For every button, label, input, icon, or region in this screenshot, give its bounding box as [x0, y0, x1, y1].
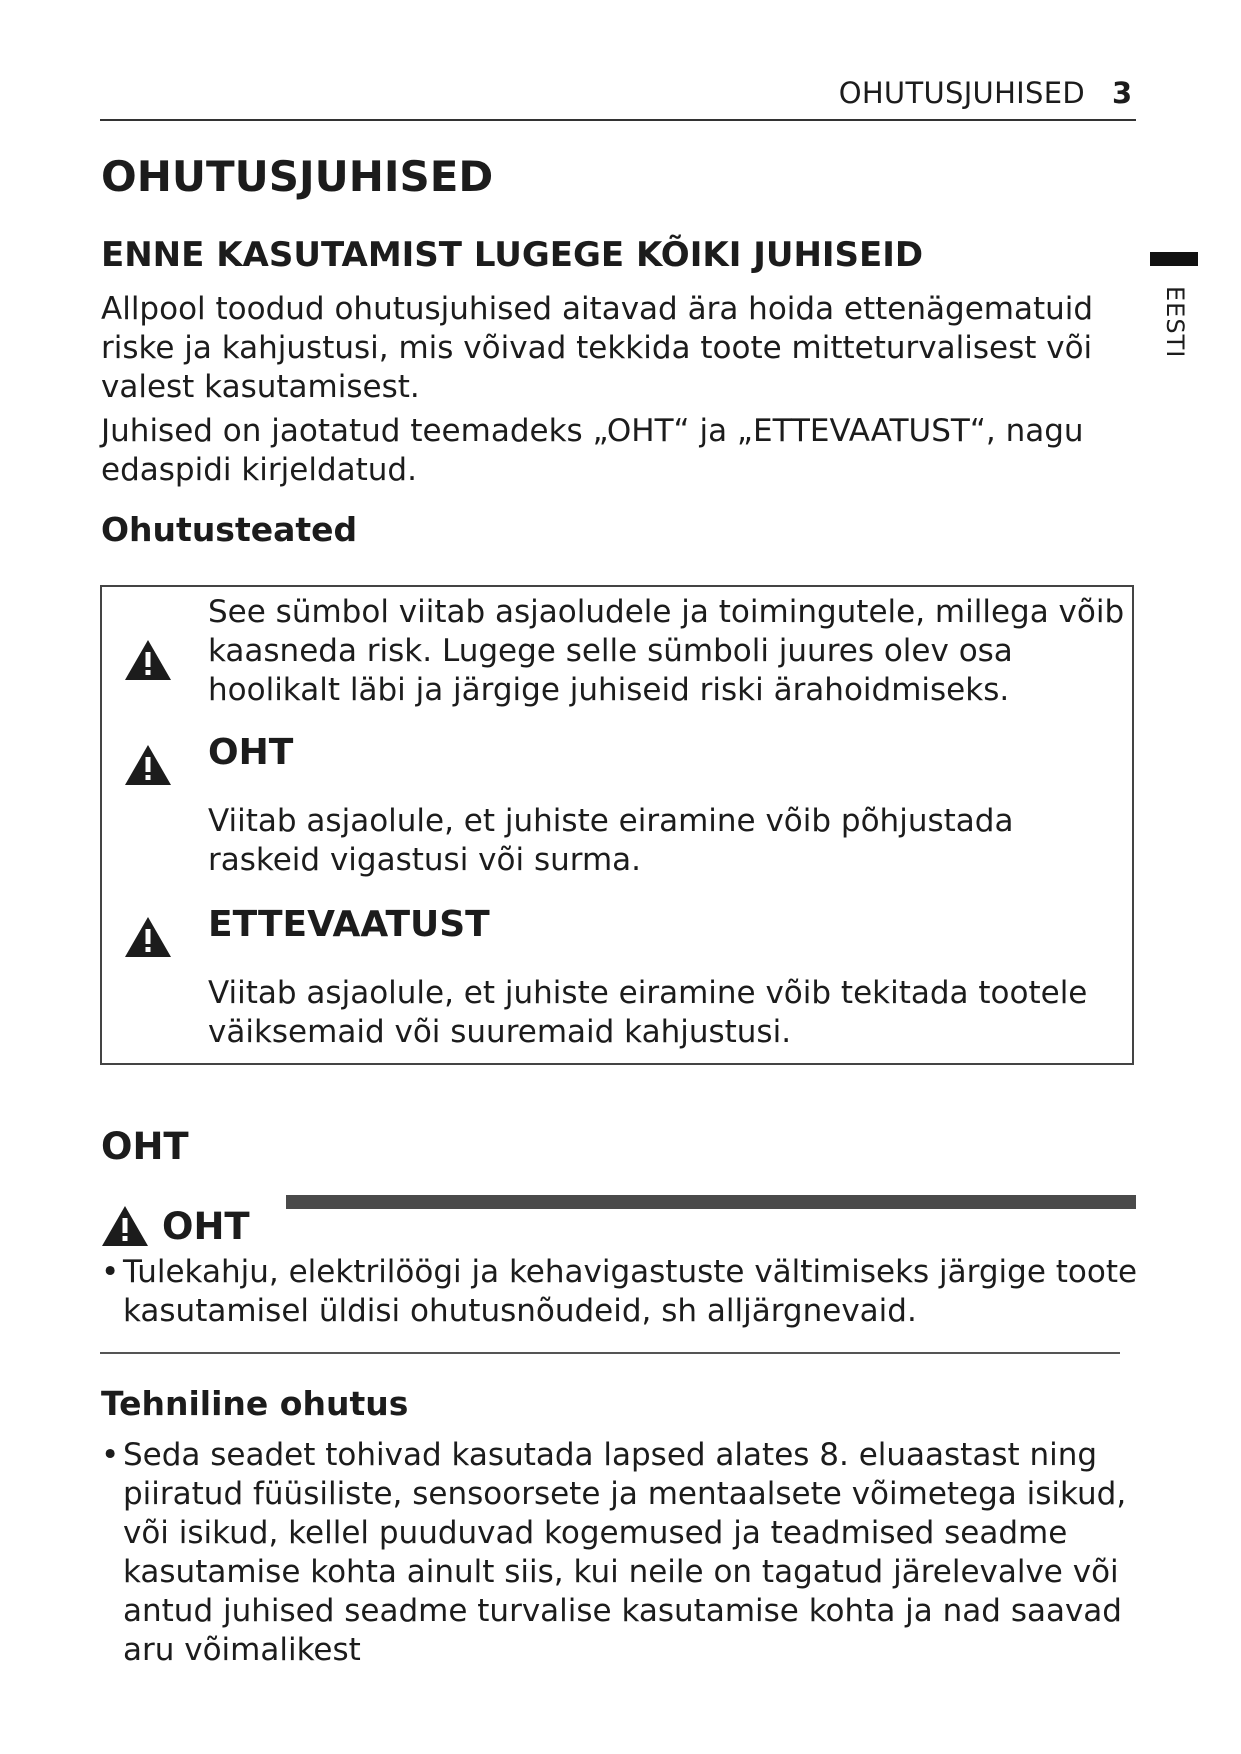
- intro-paragraph-1: Allpool toodud ohutusjuhised aitavad ära hoida ettenägematuid riske ja kahjustusi, mis võivad tekkida toote mitteturvalisest või valest kasutamisest.: [101, 291, 1094, 405]
- danger-banner-warning-icon: [100, 1204, 150, 1248]
- language-tab-label: EESTI: [1161, 286, 1189, 359]
- danger-banner-bar: [286, 1195, 1136, 1209]
- header-divider: [100, 119, 1136, 121]
- danger-section-heading: OHT: [101, 1125, 189, 1168]
- section-subtitle: ENNE KASUTAMIST LUGEGE KÕIKI JUHISEID: [101, 235, 924, 275]
- danger-bullet-text: Tulekahju, elektrilöögi ja kehavigastuste vältimiseks järgige toote kasutamisel üldisi ohutusnõudeid, sh alljärgnevaid.: [123, 1254, 1138, 1329]
- danger-banner-label: OHT: [162, 1205, 250, 1248]
- header-section-title: OHUTUSJUHISED: [838, 76, 1085, 110]
- technical-heading: Tehniline ohutus: [101, 1384, 409, 1423]
- caution-description: Viitab asjaolule, et juhiste eiramine võib tekitada tootele väiksemaid või suuremaid kahjustusi.: [208, 975, 1088, 1050]
- intro-paragraph-2: Juhised on jaotatud teemadeks „OHT“ ja „ETTEVAATUST“, nagu edaspidi kirjeldatud.: [101, 413, 1084, 488]
- language-tab-marker: [1150, 252, 1198, 266]
- caution-label: ETTEVAATUST: [208, 904, 490, 945]
- warning-triangle-icon: [123, 638, 173, 682]
- notices-heading: Ohutusteated: [101, 510, 358, 549]
- caution-warning-icon: [123, 915, 173, 959]
- danger-description: Viitab asjaolule, et juhiste eiramine võib põhjustada raskeid vigastusi või surma.: [208, 803, 1014, 878]
- bullet-marker: •: [101, 1437, 120, 1473]
- symbol-description: See sümbol viitab asjaoludele ja toimingutele, millega võib kaasneda risk. Lugege selle sümboli juures olev osa hoolikalt läbi ja järgige juhiseid riski ärahoidmiseks.: [208, 594, 1125, 708]
- technical-bullet-text: Seda seadet tohivad kasutada lapsed alates 8. eluaastast ning piiratud füüsiliste, sensoorsete ja mentaalsete võimetega isikud, või isikud, kellel puuduvad kogemused ja teadmised seadme kasutamise kohta ainult siis, kui neile on tagatud järelevalve või antud juhised seadme turvalise kasutamise kohta ja nad saavad aru võimalikest: [123, 1437, 1127, 1668]
- section-divider: [100, 1352, 1120, 1354]
- danger-bullet-item: [101, 1253, 1141, 1331]
- bullet-marker: •: [101, 1254, 120, 1290]
- technical-bullet-item: [101, 1436, 1141, 1670]
- danger-label: OHT: [208, 732, 294, 773]
- danger-warning-icon: [123, 743, 173, 787]
- page-title: OHUTUSJUHISED: [101, 152, 494, 201]
- page-number: 3: [1112, 76, 1133, 110]
